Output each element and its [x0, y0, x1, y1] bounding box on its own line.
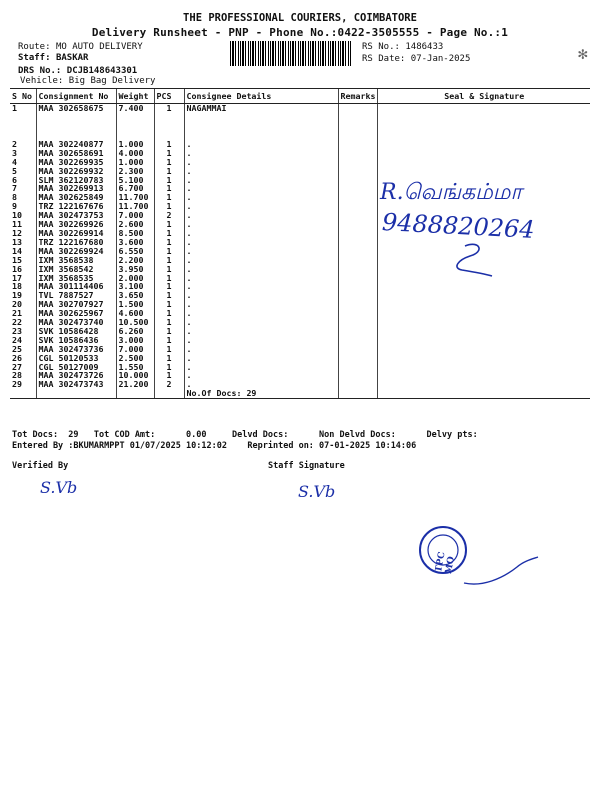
cell-consignment: IXM 3568538 — [36, 256, 116, 265]
table-row — [10, 247, 590, 256]
company-stamp — [418, 525, 468, 575]
cell-consignment: SLM 362120783 — [36, 176, 116, 185]
cell-seal — [378, 354, 590, 363]
cell-sno: 9 — [12, 201, 17, 212]
cell-consignee: . — [184, 149, 338, 158]
cell-sno: 24 — [12, 334, 22, 345]
stamp-text: TPC MO — [434, 551, 457, 575]
cell-pcs: 1 — [154, 149, 184, 158]
cell-weight: 11.700 — [116, 193, 154, 202]
empty-cell — [36, 389, 116, 398]
cell-weight: 1.500 — [116, 300, 154, 309]
cell-weight: 3.650 — [116, 291, 154, 300]
cell-sno: 18 — [12, 281, 22, 292]
stamp-signature-icon — [462, 555, 542, 595]
cell-consignee: . — [184, 274, 338, 283]
handwritten-mark-icon — [440, 238, 500, 278]
cell-weight: 3.000 — [116, 336, 154, 345]
cell-remarks — [338, 140, 378, 149]
rs-date-value: 07-Jan-2025 — [410, 54, 471, 64]
table-row — [10, 104, 590, 113]
cell-consignee: . — [184, 282, 338, 291]
staff-line — [18, 53, 88, 63]
cell-remarks — [338, 309, 378, 318]
cell-seal — [378, 345, 590, 354]
col-weight: Weight — [116, 89, 154, 104]
cell-consignee: . — [184, 184, 338, 193]
cell-pcs: 1 — [154, 336, 184, 345]
cell-sno: 17 — [12, 272, 22, 283]
col-sno: S No — [10, 89, 36, 104]
cell-consignment: IXM 3568535 — [36, 274, 116, 283]
col-consignment: Consignment No — [36, 89, 116, 104]
cell-pcs: 1 — [154, 167, 184, 176]
table-row — [10, 380, 590, 389]
cell-pcs: 1 — [154, 247, 184, 256]
rs-date-label: RS Date: — [362, 54, 406, 64]
staff-value: BASKAR — [55, 53, 89, 63]
cell-pcs: 1 — [154, 176, 184, 185]
cell-seal — [378, 149, 590, 158]
verified-by-label: Verified By — [12, 461, 69, 471]
cell-seal — [378, 336, 590, 345]
cell-weight: 2.200 — [116, 256, 154, 265]
cell-pcs: 1 — [154, 274, 184, 283]
cell-sno: 1 — [12, 103, 17, 113]
cell-consignment: MAA 302269935 — [36, 158, 116, 167]
handwritten-name: R.வெங்கம்மா — [380, 180, 522, 205]
cell-consignee: . — [184, 327, 338, 336]
cell-consignee: . — [184, 247, 338, 256]
cell-seal — [378, 318, 590, 327]
cell-remarks — [338, 149, 378, 158]
cell-weight: 7.000 — [116, 211, 154, 220]
cell-sno: 27 — [12, 361, 22, 372]
cell-consignee: . — [184, 167, 338, 176]
cell-pcs: 1 — [154, 238, 184, 247]
cell-pcs: 1 — [154, 345, 184, 354]
cell-sno: 22 — [12, 317, 22, 328]
cell-consignee: . — [184, 336, 338, 345]
cell-weight: 2.000 — [116, 274, 154, 283]
staff-label: Staff: — [18, 53, 51, 63]
cell-seal — [378, 282, 590, 291]
cell-sno: 7 — [12, 183, 17, 194]
cell-pcs: 1 — [154, 193, 184, 202]
staff-initials: S.Vb — [298, 482, 336, 501]
cell-weight: 1.000 — [116, 158, 154, 167]
cell-remarks — [338, 282, 378, 291]
cell-consignee: . — [184, 158, 338, 167]
cell-consignee: . — [184, 354, 338, 363]
cell-consignment: TRZ 122167680 — [36, 238, 116, 247]
cell-remarks — [338, 327, 378, 336]
cell-weight: 2.300 — [116, 167, 154, 176]
cell-consignment: MAA 302473740 — [36, 318, 116, 327]
cell-seal — [378, 140, 590, 149]
cell-weight: 6.550 — [116, 247, 154, 256]
cell-consignment: MAA 302240877 — [36, 140, 116, 149]
table-row — [10, 282, 590, 291]
cell-consignment: MAA 302269924 — [36, 247, 116, 256]
cell-sno: 13 — [12, 236, 22, 247]
cell-remarks — [338, 193, 378, 202]
cell-consignee: . — [184, 193, 338, 202]
cell-consignment: MAA 302658675 — [36, 104, 116, 113]
cell-sno: 6 — [12, 174, 17, 185]
cell-weight: 2.600 — [116, 220, 154, 229]
cell-consignment: CGL 50127009 — [36, 363, 116, 372]
cell-remarks — [338, 256, 378, 265]
cell-pcs: 1 — [154, 300, 184, 309]
cell-consignee: . — [184, 211, 338, 220]
cell-seal — [378, 309, 590, 318]
cell-remarks — [338, 265, 378, 274]
cell-pcs: 1 — [154, 309, 184, 318]
cell-seal — [378, 167, 590, 176]
cell-sno: 4 — [12, 156, 17, 167]
cell-sno: 15 — [12, 254, 22, 265]
drs-line — [18, 66, 137, 76]
cell-consignee: . — [184, 291, 338, 300]
cell-consignment: MAA 302473736 — [36, 345, 116, 354]
rs-no-value: 1486433 — [405, 42, 444, 52]
cell-sno: 8 — [12, 192, 17, 203]
cell-consignment: MAA 302269932 — [36, 167, 116, 176]
vehicle-label: Vehicle: — [20, 76, 64, 86]
barcode — [230, 41, 352, 66]
cell-weight: 3.600 — [116, 238, 154, 247]
cell-pcs: 1 — [154, 184, 184, 193]
route-line — [18, 42, 143, 52]
cell-weight: 4.600 — [116, 309, 154, 318]
cell-weight: 8.500 — [116, 229, 154, 238]
cell-remarks — [338, 363, 378, 372]
cell-consignment: MAA 302269913 — [36, 184, 116, 193]
docs-count-row — [10, 389, 590, 398]
cell-sno: 29 — [12, 379, 22, 390]
cell-remarks — [338, 318, 378, 327]
cell-consignment: IXM 3568542 — [36, 265, 116, 274]
cell-seal — [378, 380, 590, 389]
cell-pcs: 1 — [154, 371, 184, 380]
cell-weight: 5.100 — [116, 176, 154, 185]
drs-label: DRS No.: — [18, 66, 62, 76]
cell-remarks — [338, 336, 378, 345]
cell-consignee: . — [184, 176, 338, 185]
cell-weight: 4.000 — [116, 149, 154, 158]
cell-consignee: . — [184, 380, 338, 389]
cell-pcs: 1 — [154, 229, 184, 238]
cell-consignee: . — [184, 371, 338, 380]
cell-weight: 7.400 — [116, 104, 154, 113]
cell-consignee: . — [184, 229, 338, 238]
cell-remarks — [338, 274, 378, 283]
cell-consignee: NAGAMMAI — [184, 104, 338, 113]
col-pcs: PCS — [154, 89, 184, 104]
cell-consignment: TVL 7887527 — [36, 291, 116, 300]
cell-consignee: . — [184, 318, 338, 327]
company-title: THE PROFESSIONAL COURIERS, COIMBATORE — [183, 12, 417, 24]
cell-weight: 10.500 — [116, 318, 154, 327]
empty-cell — [338, 389, 378, 398]
cell-pcs: 1 — [154, 202, 184, 211]
cell-pcs: 1 — [154, 291, 184, 300]
table-body — [10, 104, 590, 399]
route-value: MO AUTO DELIVERY — [55, 42, 143, 52]
cell-sno: 23 — [12, 325, 22, 336]
cell-remarks — [338, 104, 378, 113]
cell-seal — [378, 327, 590, 336]
cell-remarks — [338, 291, 378, 300]
cell-weight: 10.000 — [116, 371, 154, 380]
col-consignee: Consignee Details — [184, 89, 338, 104]
cell-weight: 1.000 — [116, 140, 154, 149]
cell-pcs: 1 — [154, 363, 184, 372]
cell-remarks — [338, 220, 378, 229]
cell-seal — [378, 291, 590, 300]
cell-consignee: . — [184, 202, 338, 211]
cell-remarks — [338, 371, 378, 380]
runsheet-subtitle: Delivery Runsheet - PNP - Phone No.:0422-3505555 - Page No.:1 — [91, 26, 509, 39]
empty-cell — [10, 389, 36, 398]
cell-consignee: . — [184, 265, 338, 274]
cell-consignment: MAA 302658691 — [36, 149, 116, 158]
rs-date-line — [362, 54, 470, 64]
cell-consignee: . — [184, 300, 338, 309]
cell-consignee: . — [184, 256, 338, 265]
cell-consignment: TRZ 122167676 — [36, 202, 116, 211]
table-row — [10, 256, 590, 265]
cell-pcs: 1 — [154, 158, 184, 167]
cell-consignee: . — [184, 363, 338, 372]
cell-sno: 19 — [12, 290, 22, 301]
cell-pcs: 1 — [154, 282, 184, 291]
cell-consignment: MAA 302707927 — [36, 300, 116, 309]
table-row — [10, 265, 590, 274]
cell-consignment: SVK 10586428 — [36, 327, 116, 336]
col-seal: Seal & Signature — [378, 89, 590, 104]
cell-remarks — [338, 202, 378, 211]
cell-weight: 11.700 — [116, 202, 154, 211]
staff-signature-label: Staff Signature — [268, 461, 345, 471]
cell-consignment: MAA 302625849 — [36, 193, 116, 202]
cell-pcs: 1 — [154, 265, 184, 274]
cell-weight: 3.950 — [116, 265, 154, 274]
empty-cell — [116, 389, 154, 398]
cell-remarks — [338, 345, 378, 354]
cell-consignment: MAA 302473726 — [36, 371, 116, 380]
cell-consignment: MAA 302625967 — [36, 309, 116, 318]
cell-remarks — [338, 300, 378, 309]
cell-seal — [378, 300, 590, 309]
cell-consignee: . — [184, 140, 338, 149]
no-of-docs: No.Of Docs: 29 — [184, 389, 338, 398]
cell-pcs: 1 — [154, 354, 184, 363]
totals-line: Tot Docs: 29 Tot COD Amt: 0.00 Delvd Docs: Non Delvd Docs: Delvy pts: — [12, 430, 478, 440]
cell-weight: 2.500 — [116, 354, 154, 363]
cell-consignee: . — [184, 345, 338, 354]
cell-sno: 12 — [12, 227, 22, 238]
cell-seal — [378, 104, 590, 113]
cell-sno: 3 — [12, 147, 17, 158]
cell-weight: 1.550 — [116, 363, 154, 372]
cell-pcs: 1 — [154, 256, 184, 265]
cell-pcs: 2 — [154, 380, 184, 389]
cell-consignee: . — [184, 309, 338, 318]
cell-pcs: 2 — [154, 211, 184, 220]
cell-consignee: . — [184, 220, 338, 229]
cell-remarks — [338, 158, 378, 167]
cell-pcs: 1 — [154, 140, 184, 149]
cell-pcs: 1 — [154, 327, 184, 336]
cell-seal — [378, 158, 590, 167]
cell-remarks — [338, 229, 378, 238]
cell-sno: 5 — [12, 165, 17, 176]
cell-remarks — [338, 176, 378, 185]
cell-consignment: MAA 302473743 — [36, 380, 116, 389]
cell-remarks — [338, 247, 378, 256]
cell-sno: 25 — [12, 343, 22, 354]
company-logo-icon: ✻ — [578, 44, 588, 63]
cell-pcs: 1 — [154, 220, 184, 229]
cell-consignment: MAA 302473753 — [36, 211, 116, 220]
cell-sno: 28 — [12, 370, 22, 381]
vehicle-line — [20, 76, 155, 86]
cell-weight: 6.260 — [116, 327, 154, 336]
cell-consignment: MAA 301114406 — [36, 282, 116, 291]
empty-cell — [378, 389, 590, 398]
cell-weight: 6.700 — [116, 184, 154, 193]
cell-sno: 26 — [12, 352, 22, 363]
cell-seal — [378, 363, 590, 372]
cell-pcs: 1 — [154, 104, 184, 113]
rs-no-label: RS No.: — [362, 42, 400, 52]
verified-initials: S.Vb — [40, 478, 78, 497]
cell-consignment: SVK 10586436 — [36, 336, 116, 345]
cell-remarks — [338, 238, 378, 247]
rs-no-line — [362, 42, 443, 52]
handwritten-phone: 9488820264 — [381, 208, 536, 244]
cell-remarks — [338, 184, 378, 193]
cell-consignment: MAA 302269926 — [36, 220, 116, 229]
cell-remarks — [338, 354, 378, 363]
col-remarks: Remarks — [338, 89, 378, 104]
table-header-row — [10, 89, 590, 104]
runsheet-table — [10, 88, 590, 399]
cell-sno: 16 — [12, 263, 22, 274]
cell-weight: 21.200 — [116, 380, 154, 389]
entered-by-line: Entered By :BKUMARMPPT 01/07/2025 10:12:02 Reprinted on: 07-01-2025 10:14:06 — [12, 441, 417, 451]
cell-sno: 10 — [12, 210, 22, 221]
cell-weight: 7.000 — [116, 345, 154, 354]
cell-pcs: 1 — [154, 318, 184, 327]
route-label: Route: — [18, 42, 51, 52]
spacer-row — [10, 113, 590, 140]
cell-seal — [378, 371, 590, 380]
cell-consignee: . — [184, 238, 338, 247]
empty-cell — [154, 389, 184, 398]
vehicle-value: Big Bag Delivery — [68, 76, 156, 86]
cell-consignment: MAA 302269914 — [36, 229, 116, 238]
cell-remarks — [338, 167, 378, 176]
cell-weight: 3.100 — [116, 282, 154, 291]
cell-sno: 11 — [12, 219, 22, 230]
cell-sno: 14 — [12, 245, 22, 256]
cell-remarks — [338, 380, 378, 389]
cell-sno: 20 — [12, 299, 22, 310]
cell-remarks — [338, 211, 378, 220]
cell-consignment: CGL 50120533 — [36, 354, 116, 363]
cell-sno: 21 — [12, 308, 22, 319]
cell-sno: 2 — [12, 138, 17, 149]
drs-value: DCJB148643301 — [66, 66, 138, 76]
